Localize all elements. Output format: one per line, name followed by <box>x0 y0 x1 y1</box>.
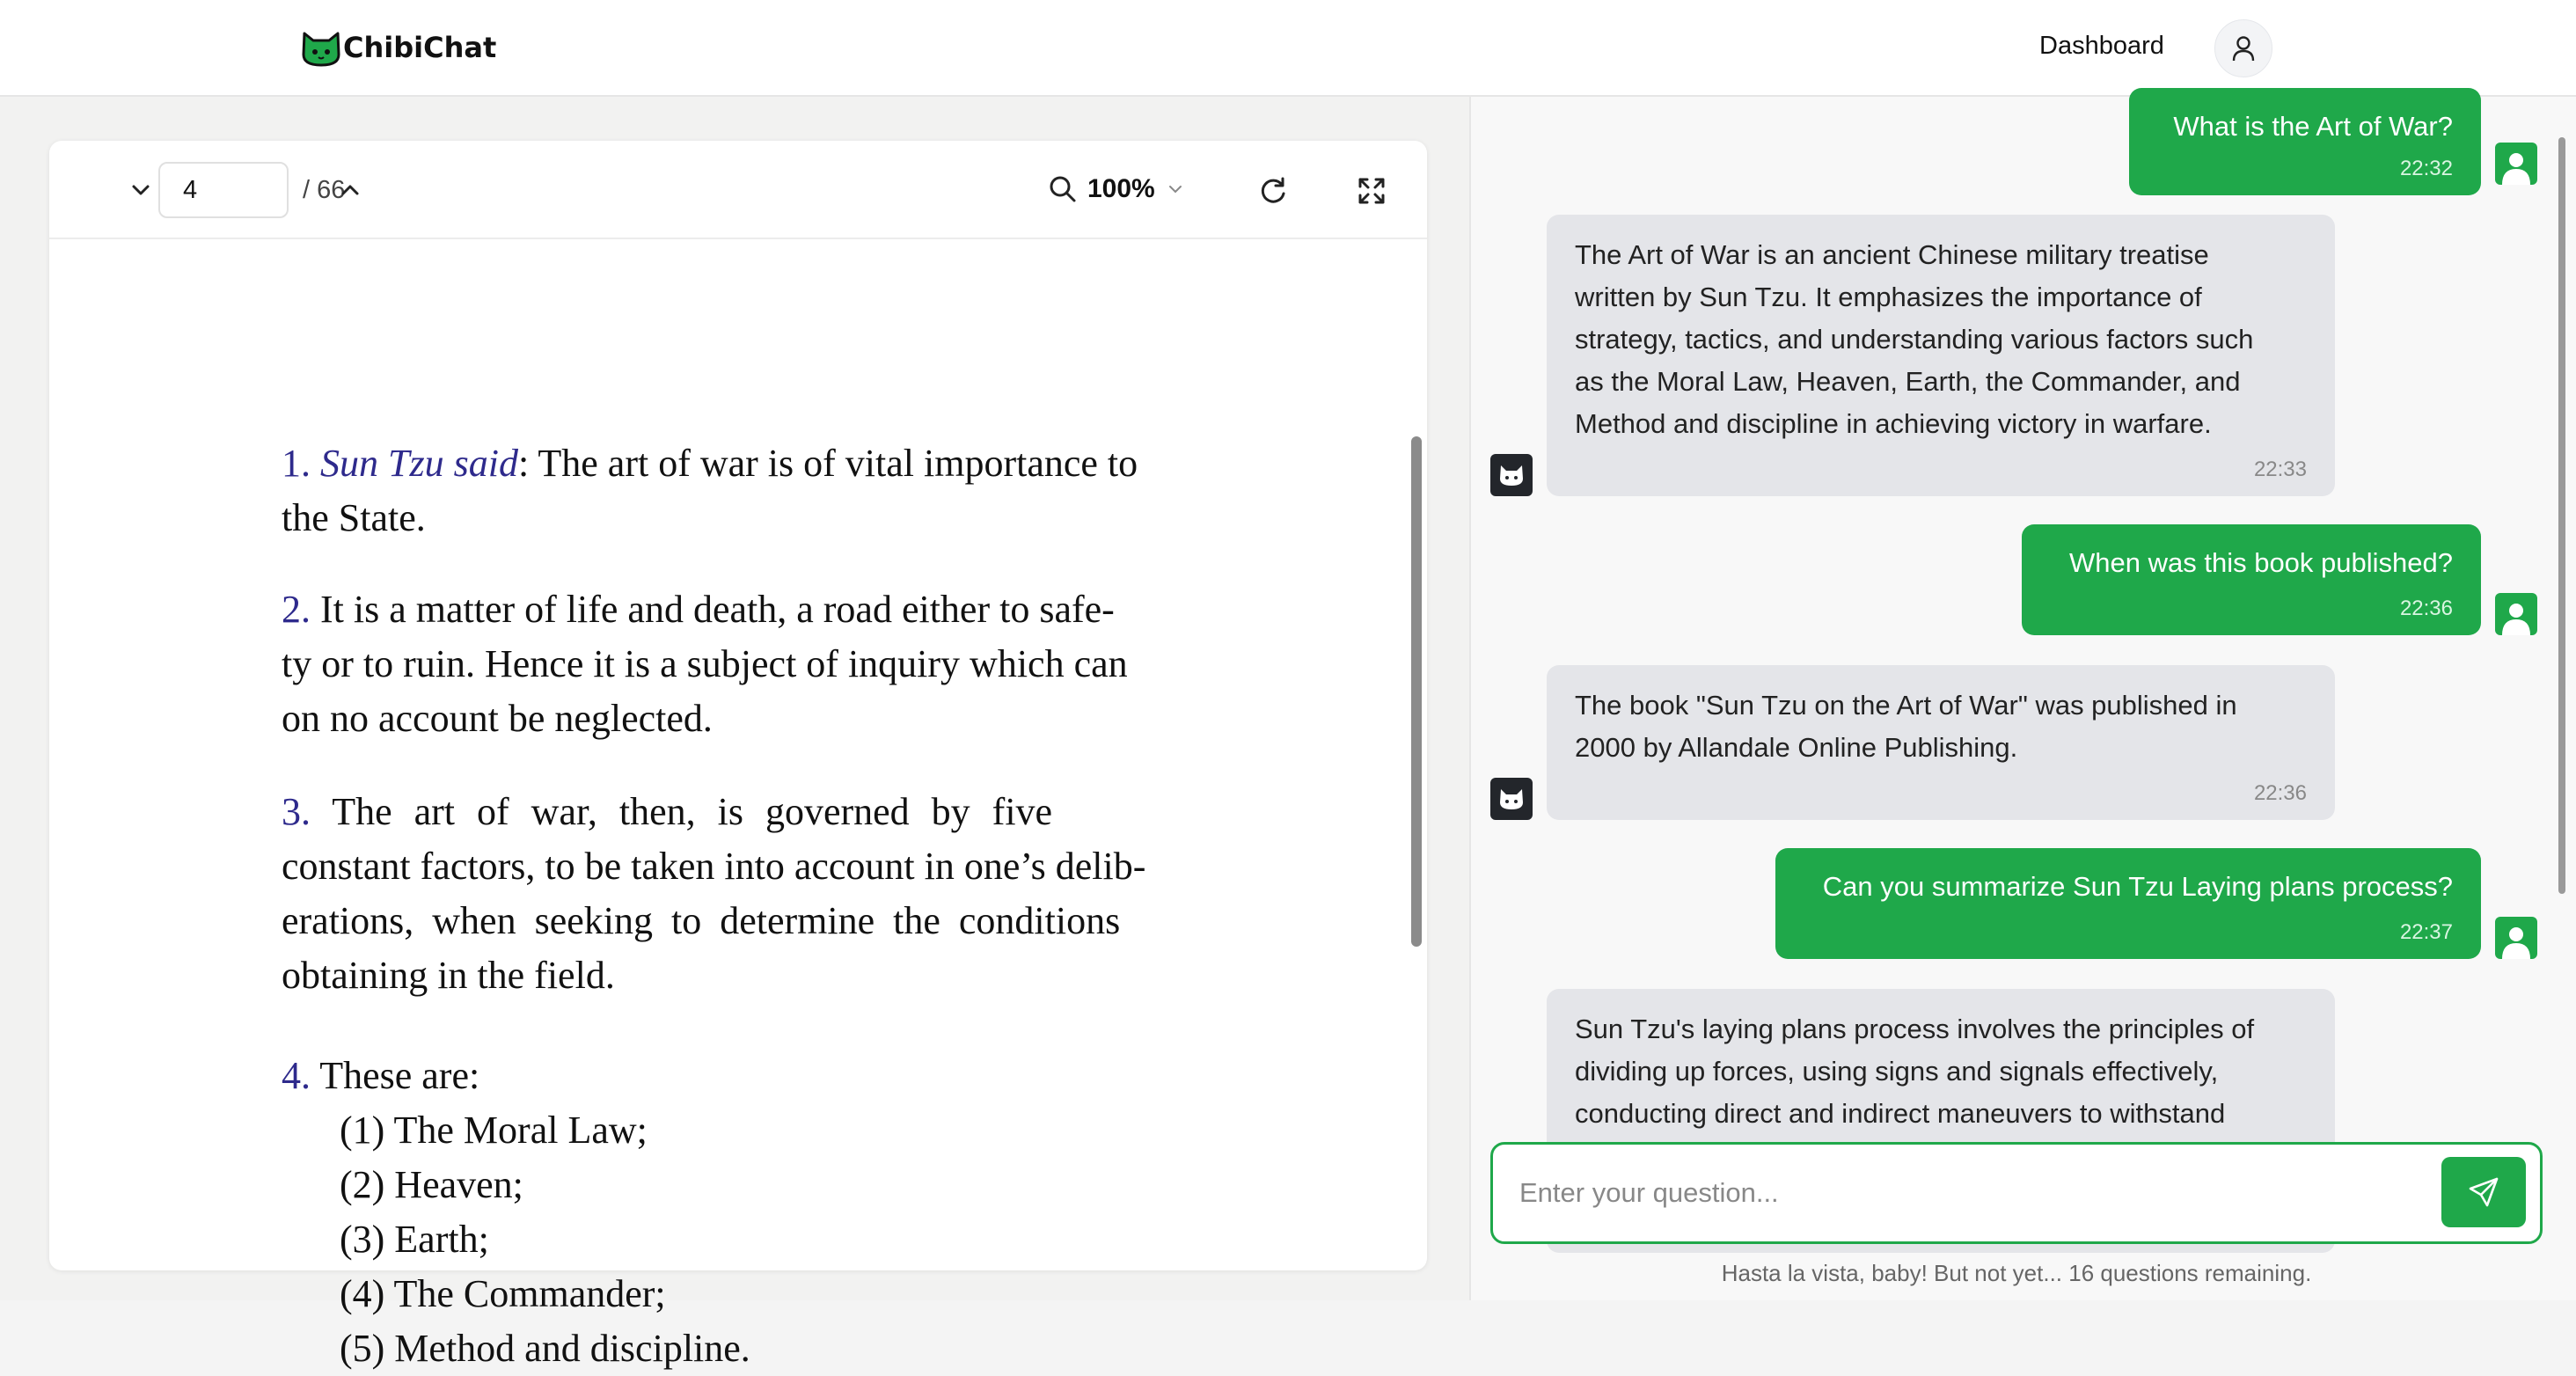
cat-logo-icon <box>301 28 341 67</box>
brand-name: ChibiChat <box>343 31 497 64</box>
page-number-input[interactable] <box>158 162 289 218</box>
bot-message <box>1547 665 2335 820</box>
message-time: 22:36 <box>2399 597 2453 620</box>
paragraph-text: These are: <box>311 1054 480 1097</box>
paragraph-text: the State. <box>282 496 426 539</box>
chevron-down-icon <box>1167 184 1183 194</box>
bot-message <box>1547 215 2335 496</box>
paragraph-number: 3. <box>282 790 311 833</box>
factor-item: (2) Heaven; <box>340 1163 523 1206</box>
paragraph-text: The art of war, then, is governed by five <box>311 790 1053 833</box>
page-total: / 66 <box>303 176 346 204</box>
previous-page-button[interactable] <box>329 171 371 209</box>
bot-avatar <box>1490 454 1533 496</box>
paragraph-text: obtaining in the field. <box>282 954 615 997</box>
message-line: written by Sun Tzu. It emphasizes the importance of <box>1575 282 2202 312</box>
message-line: Sun Tzu's laying plans process involves the principles of <box>1575 1014 2255 1044</box>
message-time: 22:36 <box>2253 781 2307 805</box>
bot-avatar <box>1490 778 1533 820</box>
message-line: The book "Sun Tzu on the Art of War" was published in <box>1575 690 2237 721</box>
user-avatar <box>2495 593 2537 635</box>
fullscreen-icon <box>1358 177 1386 205</box>
search-icon <box>1049 175 1077 203</box>
message-line: 2000 by Allandale Online Publishing. <box>1575 732 2018 763</box>
cat-icon <box>1498 463 1525 487</box>
user-message <box>1775 848 2481 959</box>
user-message <box>2022 524 2481 635</box>
factor-item: (5) Method and discipline. <box>340 1327 750 1370</box>
paragraph-2 <box>282 582 1193 746</box>
paragraph-text: It is a matter of life and death, a road either to safe- <box>311 588 1115 631</box>
user-avatar <box>2495 917 2537 959</box>
message-line: dividing up forces, using signs and signals effectively, <box>1575 1056 2219 1087</box>
chat-input-container <box>1490 1142 2543 1244</box>
paragraph-text: : The art of war is of vital importance to <box>517 442 1138 485</box>
chat-messages <box>1469 97 2557 1129</box>
pdf-toolbar <box>49 141 1427 239</box>
factor-item: (3) Earth; <box>340 1218 489 1261</box>
message-time: 22:37 <box>2399 920 2453 944</box>
paragraph-text: on no account be neglected. <box>282 697 713 740</box>
rotate-icon <box>1258 176 1288 206</box>
send-icon <box>2468 1176 2499 1208</box>
message-text: What is the Art of War? <box>2173 111 2453 142</box>
message-line: Method and discipline in achieving victory in warfare. <box>1575 408 2212 439</box>
cat-icon <box>1498 787 1525 811</box>
paragraph-3 <box>282 785 1193 1003</box>
zoom-level: 100% <box>1087 174 1155 203</box>
message-line: The Art of War is an ancient Chinese military treatise <box>1575 239 2209 270</box>
paragraph-number: 4. <box>282 1054 311 1097</box>
question-input[interactable] <box>1498 1150 2440 1236</box>
chevron-up-icon <box>340 183 361 197</box>
user-icon <box>2500 600 2532 635</box>
pdf-scrollbar-thumb[interactable] <box>1411 436 1422 947</box>
user-avatar-button[interactable] <box>2214 19 2272 77</box>
nav-dashboard-link[interactable]: Dashboard <box>2039 32 2164 60</box>
zoom-control[interactable] <box>1049 167 1183 211</box>
rotate-button[interactable] <box>1251 169 1295 213</box>
user-avatar <box>2495 143 2537 185</box>
message-time: 22:33 <box>2253 457 2307 481</box>
send-button[interactable] <box>2441 1157 2526 1227</box>
user-icon <box>2231 35 2256 62</box>
paragraph-text: ty or to ruin. Hence it is a subject of inquiry which can <box>282 642 1128 685</box>
fullscreen-button[interactable] <box>1350 169 1394 213</box>
chat-scrollbar-thumb[interactable] <box>2558 137 2565 894</box>
pdf-page-content <box>49 239 1427 1370</box>
paragraph-4 <box>282 1049 1193 1103</box>
message-time: 22:32 <box>2399 157 2453 180</box>
questions-remaining-note: Hasta la vista, baby! But not yet... 16 questions remaining. <box>1721 1260 2312 1286</box>
user-icon <box>2500 924 2532 959</box>
next-page-button[interactable] <box>120 171 162 209</box>
user-icon <box>2500 150 2532 185</box>
paragraph-number: 2. <box>282 588 311 631</box>
message-line: strategy, tactics, and understanding various factors such <box>1575 324 2254 355</box>
message-text: Can you summarize Sun Tzu Laying plans process? <box>1822 871 2453 902</box>
paragraph-text: constant factors, to be taken into account in one’s delib- <box>282 845 1146 888</box>
message-text: When was this book published? <box>2069 547 2453 578</box>
chevron-down-icon <box>130 183 151 197</box>
message-line: as the Moral Law, Heaven, Earth, the Commander, and <box>1575 366 2241 397</box>
message-line: conducting direct and indirect maneuvers to withstand <box>1575 1098 2226 1129</box>
paragraph-1 <box>282 436 1193 545</box>
brand-logo[interactable] <box>301 28 496 67</box>
factor-item: (1) The Moral Law; <box>340 1109 648 1152</box>
factor-item: (4) The Commander; <box>340 1272 666 1315</box>
paragraph-number: 1. <box>282 442 311 485</box>
app-header <box>0 0 2576 97</box>
user-message <box>2129 88 2481 195</box>
paragraph-emphasis: Sun Tzu said <box>320 442 518 485</box>
paragraph-text: erations, when seeking to determine the conditions <box>282 899 1121 942</box>
pdf-viewer <box>49 141 1427 1370</box>
